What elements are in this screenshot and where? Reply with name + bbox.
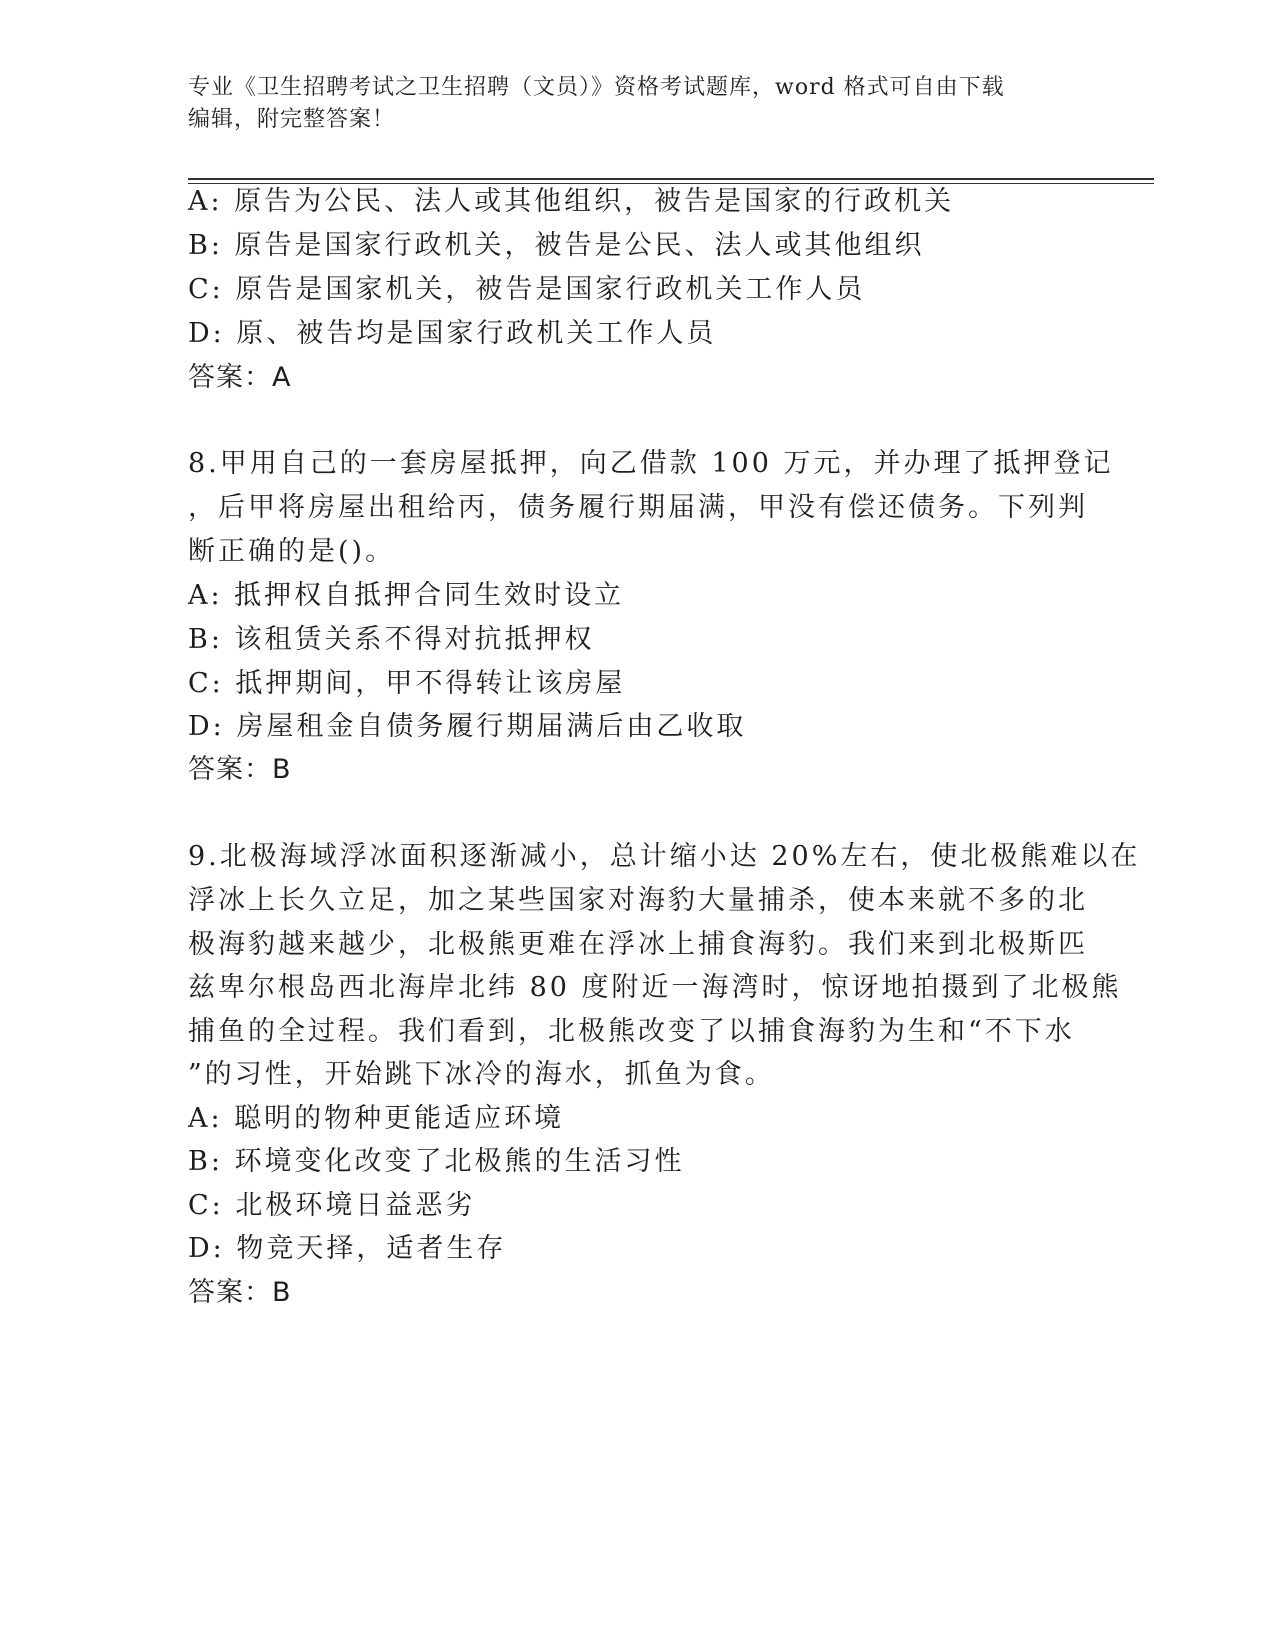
- q9-stem-line-3: 极海豹越来越少，北极熊更难在浮冰上捕食海豹。我们来到北极斯匹: [188, 929, 1088, 960]
- q9-stem-line-6: ”的习性，开始跳下冰冷的海水，抓鱼为食。: [188, 1059, 775, 1090]
- q8-option-a: A: 抵押权自抵押合同生效时设立: [188, 580, 625, 611]
- q8-option-c: C: 抵押期间，甲不得转让该房屋: [188, 668, 626, 699]
- q7-option-d: D: 原、被告均是国家行政机关工作人员: [188, 318, 717, 349]
- q9-stem-line-4: 兹卑尔根岛西北海岸北纬 80 度附近一海湾时，惊讶地拍摄到了北极熊: [188, 972, 1122, 1003]
- document-header: [188, 72, 1068, 136]
- q7-answer: 答案：A: [188, 362, 292, 393]
- q8-stem-line-2: ，后甲将房屋出租给丙，债务履行期届满，甲没有偿还债务。下列判: [188, 492, 1088, 523]
- q8-answer: 答案：B: [188, 754, 292, 785]
- q9-stem-line-5: 捕鱼的全过程。我们看到，北极熊改变了以捕食海豹为生和“不下水: [188, 1016, 1075, 1047]
- q7-option-c: C: 原告是国家机关，被告是国家行政机关工作人员: [188, 274, 866, 305]
- header-divider-thick: [188, 178, 1154, 180]
- q7-option-b: B: 原告是国家行政机关，被告是公民、法人或其他组织: [188, 230, 925, 261]
- q9-stem-line-1: 9.北极海域浮冰面积逐渐减小，总计缩小达 20%左右，使北极熊难以在: [188, 841, 1141, 872]
- q8-option-d: D: 房屋租金自债务履行期届满后由乙收取: [188, 711, 747, 742]
- header-line-2: 编辑，附完整答案！: [188, 107, 396, 132]
- q9-stem-line-2: 浮冰上长久立足，加之某些国家对海豹大量捕杀，使本来就不多的北: [188, 885, 1088, 916]
- q9-option-d: D: 物竞天择，适者生存: [188, 1233, 507, 1264]
- q9-option-a: A: 聪明的物种更能适应环境: [188, 1103, 565, 1134]
- q8-stem-line-1: 8.甲用自己的一套房屋抵押，向乙借款 100 万元，并办理了抵押登记: [188, 448, 1114, 479]
- q9-answer: 答案：B: [188, 1277, 292, 1308]
- q8-stem-line-3: 断正确的是()。: [188, 536, 396, 567]
- q9-option-b: B: 环境变化改变了北极熊的生活习性: [188, 1146, 685, 1177]
- header-line-1: 专业《卫生招聘考试之卫生招聘（文员）》资格考试题库，word 格式可自由下载: [188, 75, 1005, 100]
- q8-option-b: B: 该租赁关系不得对抗抵押权: [188, 624, 595, 655]
- q9-option-c: C: 北极环境日益恶劣: [188, 1190, 476, 1221]
- q7-option-a: A: 原告为公民、法人或其他组织，被告是国家的行政机关: [188, 186, 955, 217]
